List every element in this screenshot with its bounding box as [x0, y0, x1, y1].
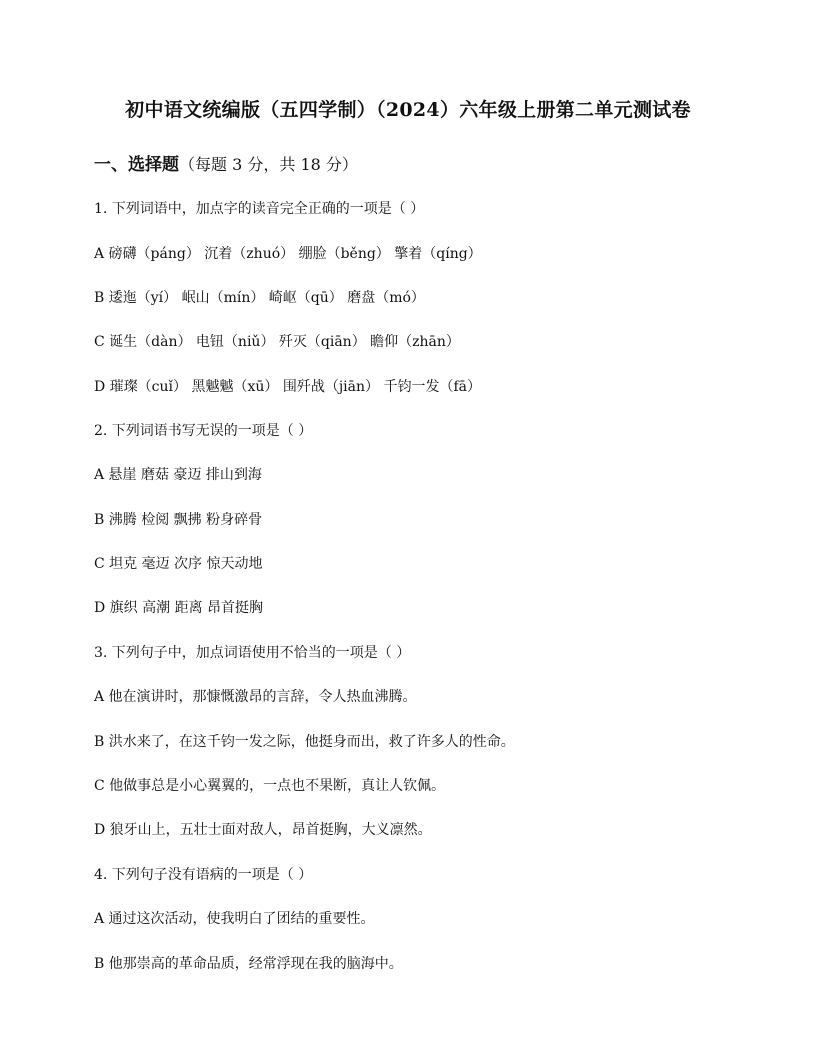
section-header [94, 150, 358, 175]
question-1-option-d: D 璀璨（cuǐ） 黑魆魆（xū） 围歼战（jiān） 千钧一发（fā） [94, 379, 481, 395]
question-1-stem: 1. 下列词语中，加点字的读音完全正确的一项是（ ） [94, 201, 425, 217]
question-3-option-d: D 狼牙山上，五壮士面对敌人，昂首挺胸，大义凛然。 [94, 822, 432, 838]
question-2-option-a: A 悬崖 磨菇 豪迈 排山到海 [94, 467, 262, 483]
document-title: 初中语文统编版（五四学制）（2024）六年级上册第二单元测试卷 [125, 99, 691, 121]
question-2-stem: 2. 下列词语书写无误的一项是（ ） [94, 423, 313, 439]
question-4-option-b: B 他那崇高的革命品质，经常浮现在我的脑海中。 [94, 956, 403, 972]
question-2-option-c: C 坦克 毫迈 次序 惊天动地 [94, 556, 263, 572]
question-3-option-b: B 洪水来了，在这千钧一发之际，他挺身而出，救了许多人的性命。 [94, 734, 515, 750]
question-2-option-b: B 沸腾 检阅 飘拂 粉身碎骨 [94, 512, 263, 528]
question-2-option-d: D 旗织 高潮 距离 昂首挺胸 [94, 600, 264, 616]
question-4-option-a: A 通过这次活动，使我明白了团结的重要性。 [94, 911, 375, 927]
question-1-option-b: B 逶迤（yí） 岷山（mín） 崎岖（qū） 磨盘（mó） [94, 290, 425, 306]
question-3-option-a: A 他在演讲时，那慷慨激昂的言辞，令人热血沸腾。 [94, 689, 417, 705]
question-3-stem: 3. 下列句子中，加点词语使用不恰当的一项是（ ） [94, 645, 411, 661]
question-3-option-c: C 他做事总是小心翼翼的，一点也不果断，真让人钦佩。 [94, 778, 446, 794]
question-4-stem: 4. 下列句子没有语病的一项是（ ） [94, 867, 313, 883]
section-note: （每题 3 分，共 18 分） [179, 155, 358, 174]
question-1-option-a: A 磅礴（páng） 沉着（zhuó） 绷脸（běng） 擎着（qíng） [94, 246, 482, 262]
question-1-option-c: C 诞生（dàn） 电钮（niǔ） 歼灭（qiān） 瞻仰（zhān） [94, 334, 460, 350]
section-heading: 一、选择题 [94, 155, 179, 175]
